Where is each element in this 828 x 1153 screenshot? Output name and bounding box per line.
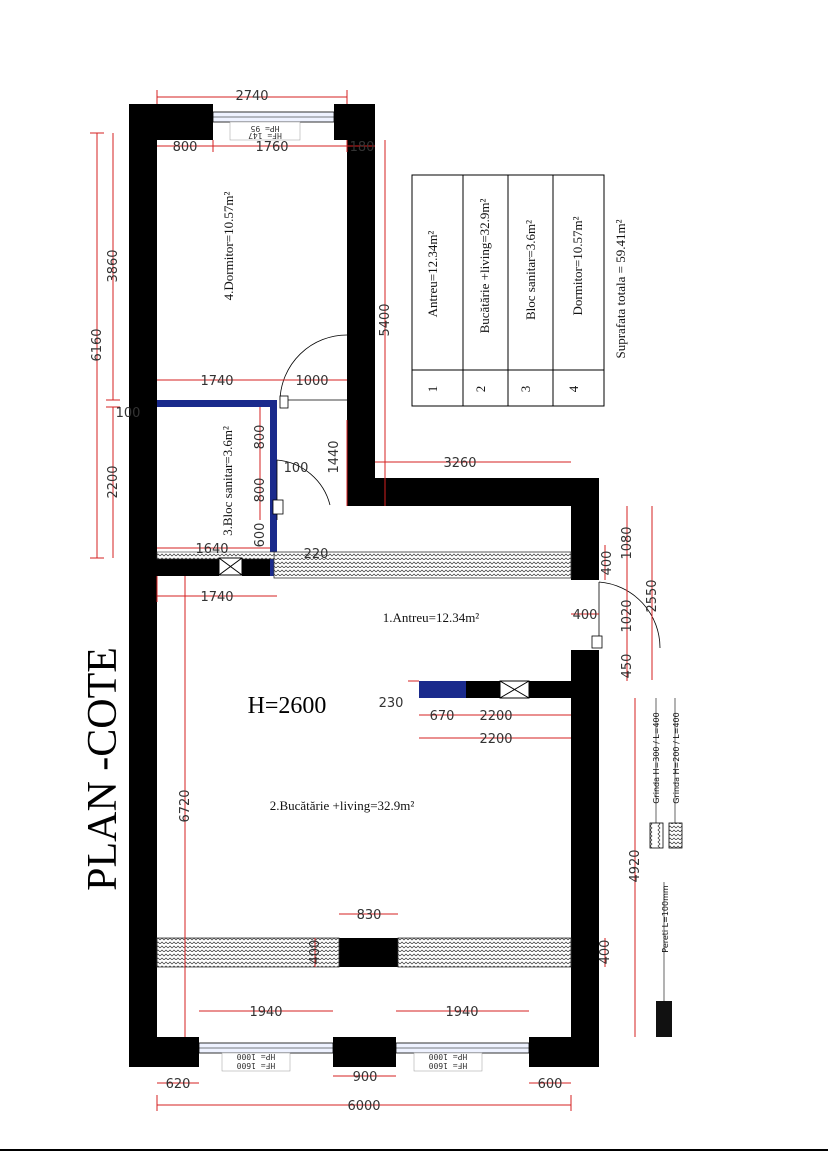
dim-830: 830 [356, 908, 382, 923]
dim-800: 800 [172, 140, 198, 155]
dim-220: 220 [303, 547, 329, 562]
room-label-bloc: 3.Bloc sanitar=3.6m² [220, 426, 235, 536]
beam-lower-right [398, 938, 571, 967]
dim-450: 450 [620, 653, 635, 679]
dim-600: 600 [253, 522, 268, 548]
height-label: H=2600 [247, 693, 327, 719]
dim-180: 180 [349, 140, 375, 155]
column-living [339, 938, 398, 967]
dim-2200-b: 2200 [479, 732, 513, 747]
legend-wall-swatch [656, 1001, 672, 1037]
dim-600-b: 600 [537, 1077, 563, 1092]
dim-670: 670 [429, 709, 455, 724]
legend-pereti: Pereti L=100mm [661, 885, 670, 953]
table-num-3: 3 [518, 385, 533, 393]
dim-800-b: 800 [253, 477, 268, 503]
dim-100-left: 100 [115, 406, 141, 421]
dim-3860: 3860 [106, 249, 121, 283]
window-br-hf: HF= 1600 [428, 1061, 468, 1070]
table-num-1: 1 [425, 385, 440, 393]
partition-blue-top [157, 400, 276, 407]
dim-5400: 5400 [378, 303, 393, 337]
legend-grinda-2: Grinda H=200 / L=400 [672, 712, 681, 804]
dim-1740-a: 1740 [200, 374, 234, 389]
dim-6720: 6720 [178, 789, 193, 823]
wall-bottom-left [129, 1037, 199, 1067]
table-label-1: Antreu=12.34m² [425, 230, 440, 318]
dim-800-a: 800 [253, 424, 268, 450]
dim-2200-a: 2200 [479, 709, 513, 724]
dim-4920: 4920 [628, 849, 643, 883]
dim-6000: 6000 [347, 1099, 381, 1114]
wall-antreu-mid [242, 558, 274, 576]
dim-2200: 2200 [106, 465, 121, 499]
dim-900: 900 [352, 1070, 378, 1085]
table-label-2: Bucătărie +living=32.9m² [477, 198, 492, 334]
room-label-dormitor: 4.Dormitor=10.57m² [221, 191, 236, 301]
window-top [213, 112, 334, 140]
dim-230: 230 [378, 696, 404, 711]
legend [650, 698, 682, 1037]
window-top-hf: HF= 147 [248, 131, 282, 140]
dim-1760: 1760 [255, 140, 289, 155]
plan-title: PLAN -COTE [80, 647, 126, 891]
dim-1740-b: 1740 [200, 590, 234, 605]
dim-400-d: 400 [598, 939, 613, 965]
area-table [412, 175, 628, 406]
partition-blue-block [419, 681, 466, 698]
partition-blue-side [270, 400, 277, 576]
dim-400-c: 400 [308, 939, 323, 965]
dim-1020: 1020 [620, 599, 635, 633]
dim-1940-a: 1940 [249, 1005, 283, 1020]
dim-6160: 6160 [90, 328, 105, 362]
window-bl-hf: HF= 1600 [236, 1061, 276, 1070]
table-total: Suprafata totala = 59.41m² [613, 219, 628, 359]
dim-1940-b: 1940 [445, 1005, 479, 1020]
dim-3260: 3260 [443, 456, 477, 471]
table-label-3: Bloc sanitar=3.6m² [523, 219, 538, 321]
wall-antreu-left [157, 558, 219, 576]
dim-1440: 1440 [327, 440, 342, 474]
room-label-antreu: 1.Antreu=12.34m² [382, 610, 480, 625]
dim-1080: 1080 [620, 526, 635, 560]
window-bottom-left [199, 1043, 333, 1071]
dim-2550: 2550 [645, 579, 660, 613]
dim-620: 620 [165, 1077, 191, 1092]
room-label-bucatarie: 2.Bucătărie +living=32.9m² [269, 798, 415, 813]
legend-grinda-1: Grinda H=300 / L=400 [652, 712, 661, 804]
dim-100: 100 [283, 461, 309, 476]
door-bedroom [280, 335, 347, 408]
window-top-hp: HP= 95 [250, 124, 280, 133]
wall-bottom-right [529, 1037, 599, 1067]
wall-left [129, 104, 157, 1067]
window-br-hp: HP= 1000 [428, 1052, 468, 1061]
wall-bedroom-right [347, 104, 375, 506]
wall-right-upper [571, 478, 599, 580]
dim-400-a: 400 [600, 550, 615, 576]
table-label-4: Dormitor=10.57m² [570, 216, 585, 316]
wall-bottom-mid [333, 1037, 396, 1067]
table-num-2: 2 [473, 385, 488, 393]
window-bl-hp: HP= 1000 [236, 1052, 276, 1061]
vent-boxes [219, 558, 529, 698]
window-bottom-right [396, 1043, 529, 1071]
table-num-4: 4 [566, 385, 581, 393]
dim-1640: 1640 [195, 542, 229, 557]
wall-right-lower [571, 650, 599, 1067]
dim-2740: 2740 [235, 89, 269, 104]
dim-1000: 1000 [295, 374, 329, 389]
wall-top-left [129, 104, 213, 140]
dim-400-b: 400 [572, 608, 598, 623]
